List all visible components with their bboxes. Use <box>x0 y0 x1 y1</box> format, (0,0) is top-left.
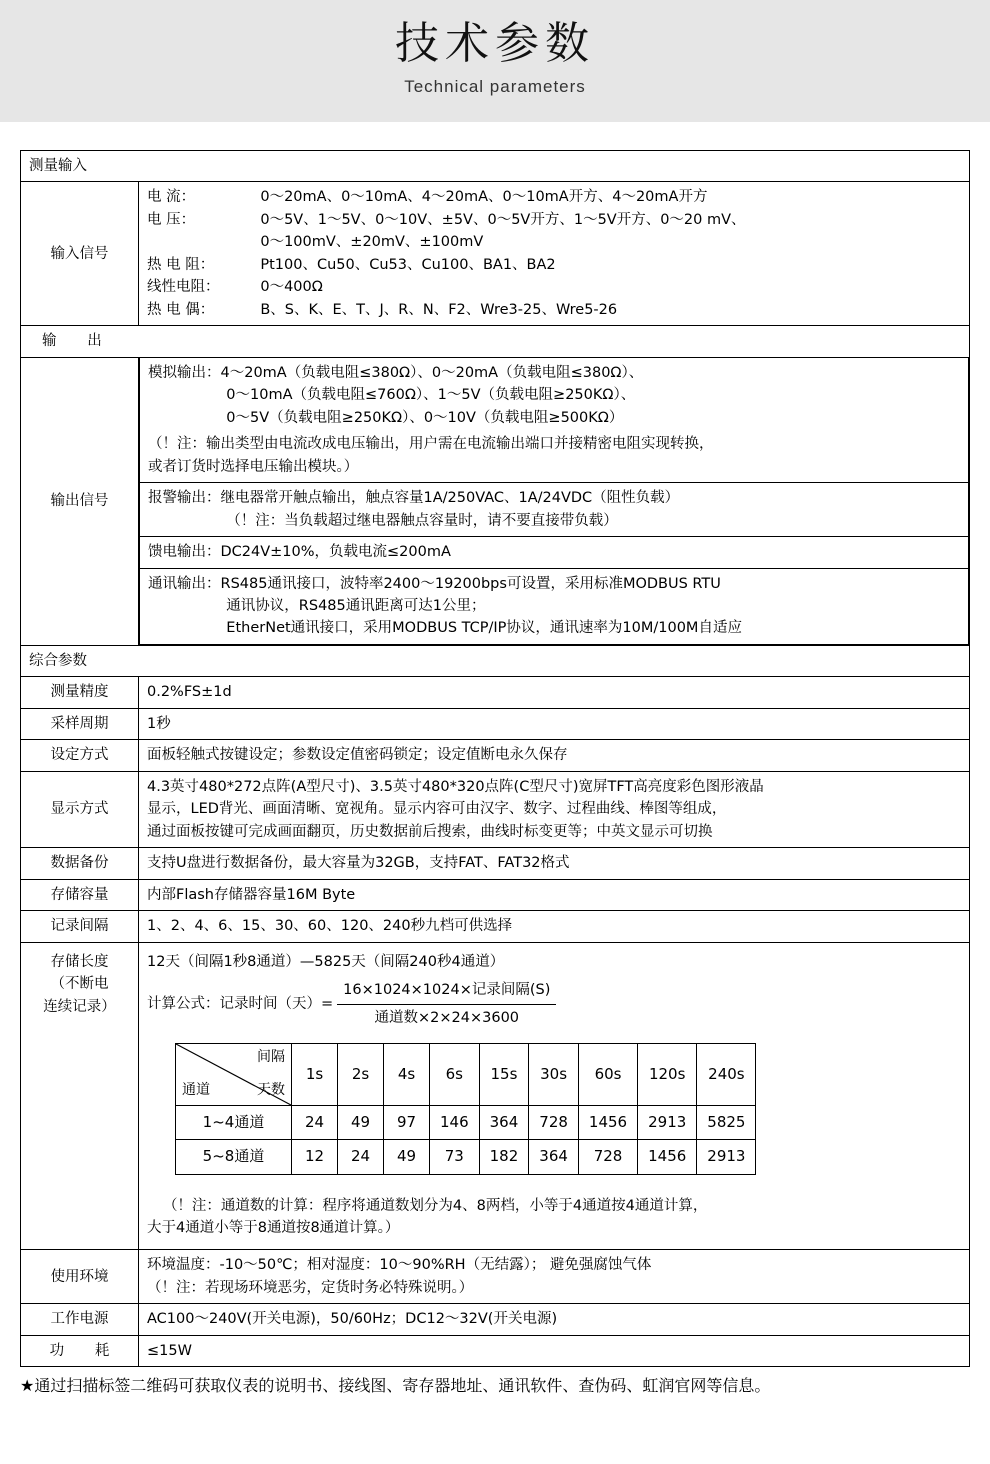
output-analog <box>140 358 969 483</box>
matrix-row-label: 5~8通道 <box>176 1140 292 1174</box>
matrix-header-cell: 120s <box>638 1044 697 1106</box>
table-row <box>21 740 970 771</box>
formula-numerator: 16×1024×1024×记录间隔(S) <box>337 979 556 1004</box>
analog-line-2: 0～10mA（负载电阻≤760Ω）、1～5V（负载电阻≥250KΩ）、 <box>226 387 636 404</box>
matrix-cell: 146 <box>430 1106 480 1140</box>
value-sampling: 1秒 <box>139 708 970 739</box>
analog-line-3: 0～5V（负载电阻≥250KΩ）、0～10V（负载电阻≥500KΩ） <box>226 409 624 426</box>
table-row <box>21 911 970 942</box>
analog-note-2: 或者订货时选择电压输出模块。） <box>148 458 359 475</box>
matrix-label-days: 天数 <box>257 1082 285 1099</box>
table-row <box>21 848 970 879</box>
environment-line-1: 环境温度：-10～50℃；相对湿度：10～90%RH（无结露）； 避免强腐蚀气体 <box>147 1257 652 1274</box>
formula-label: 计算公式：记录时间（天）= <box>147 995 334 1012</box>
storage-length-line-1: 存储长度 <box>50 953 109 970</box>
storage-length-head: 12天（间隔1秒8通道）—5825天（间隔240秒4通道） <box>147 953 505 970</box>
input-signal-key: 电 压： <box>147 211 196 228</box>
matrix-note-line-1: （！注：通道数的计算：程序将通道数划分为4、8两档，小等于4通道按4通道计算， <box>162 1197 708 1214</box>
value-setting-mode: 面板轻触式按键设定；参数设定值密码锁定；设定值断电永久保存 <box>139 740 970 771</box>
section-output <box>21 326 970 357</box>
label-input-signal: 输入信号 <box>21 182 139 326</box>
label-setting-mode: 设定方式 <box>21 740 139 771</box>
table-row <box>140 537 969 568</box>
input-signal-value: 0～20mA、0～10mA、4～20mA、0～10mA开方、4～20mA开方 <box>260 189 708 206</box>
table-row <box>176 1106 756 1140</box>
matrix-cell: 49 <box>338 1106 384 1140</box>
section-comprehensive: 综合参数 <box>21 645 970 676</box>
input-signal-key: 电 流： <box>147 189 196 206</box>
label-display-mode: 显示方式 <box>21 771 139 847</box>
storage-matrix-wrap <box>147 1029 961 1185</box>
input-signal-key <box>147 231 260 253</box>
label-record-interval: 记录间隔 <box>21 911 139 942</box>
storage-length-line-3: 连续记录） <box>43 998 116 1015</box>
output-subtable <box>139 358 969 645</box>
alarm-line-2: （！注：当负载超过继电器触点容量时，请不要直接带负载） <box>226 512 618 529</box>
matrix-cell: 1456 <box>638 1140 697 1174</box>
matrix-cell: 364 <box>529 1140 579 1174</box>
formula-fraction <box>337 979 556 1029</box>
label-environment: 使用环境 <box>21 1250 139 1304</box>
matrix-header-cell: 1s <box>292 1044 338 1106</box>
input-signal-key: 线性电阻： <box>147 279 220 296</box>
value-record-interval: 1、2、4、6、15、30、60、120、240秒九档可供选择 <box>139 911 970 942</box>
table-row <box>140 568 969 644</box>
value-accuracy: 0.2%FS±1d <box>139 677 970 708</box>
table-row <box>21 677 970 708</box>
table-row <box>21 357 970 645</box>
matrix-header-cell: 30s <box>529 1044 579 1106</box>
display-mode-line-3: 通过面板按键可完成画面翻页，历史数据前后搜索，曲线时标变更等；中英文显示可切换 <box>147 823 713 840</box>
matrix-cell: 12 <box>292 1140 338 1174</box>
input-signal-value: 0～400Ω <box>260 279 323 296</box>
matrix-row-label: 1~4通道 <box>176 1106 292 1140</box>
table-row <box>21 879 970 910</box>
table-row <box>140 483 969 537</box>
page-header <box>0 0 990 122</box>
matrix-cell: 728 <box>529 1106 579 1140</box>
value-storage-length <box>139 942 970 1250</box>
table-row <box>21 645 970 676</box>
analog-line-1: 模拟输出：4～20mA（负载电阻≤380Ω）、0～20mA（负载电阻≤380Ω）、 <box>148 364 644 381</box>
table-row <box>21 771 970 847</box>
table-row <box>21 1250 970 1304</box>
table-row <box>21 708 970 739</box>
value-power-consumption: ≤15W <box>139 1335 970 1366</box>
table-row <box>21 1304 970 1335</box>
alarm-line-1: 报警输出：继电器常开触点输出，触点容量1A/250VAC、1A/24VDC（阻性负载） <box>148 490 680 507</box>
value-input-signal <box>139 182 970 326</box>
label-output-signal: 输出信号 <box>21 357 139 645</box>
matrix-cell: 5825 <box>697 1106 756 1140</box>
output-comm <box>140 568 969 644</box>
matrix-header-cell: 60s <box>578 1044 637 1106</box>
matrix-note-line-2: 大于4通道小等于8通道按8通道计算。） <box>147 1219 400 1236</box>
footer-note: ★通过扫描标签二维码可获取仪表的说明书、接线图、寄存器地址、通讯软件、查伪码、虹润官网等信息。 <box>20 1376 771 1396</box>
formula-denominator: 通道数×2×24×3600 <box>374 1009 520 1026</box>
analog-note-1: （！注：输出类型由电流改成电压输出，用户需在电流输出端口并接精密电阻实现转换， <box>148 436 714 453</box>
label-storage-capacity: 存储容量 <box>21 879 139 910</box>
label-power-supply: 工作电源 <box>21 1304 139 1335</box>
input-signal-key: 热 电 阻： <box>147 256 215 273</box>
value-storage-capacity: 内部Flash存储器容量16M Byte <box>139 879 970 910</box>
section-output-label: 输 出 <box>42 333 115 350</box>
matrix-header-cell: 6s <box>430 1044 480 1106</box>
table-row <box>21 326 970 357</box>
matrix-cell: 364 <box>479 1106 529 1140</box>
value-environment <box>139 1250 970 1304</box>
value-output-signal <box>139 357 970 645</box>
comm-line-3: EtherNet通讯接口，采用MODBUS TCP/IP协议，通讯速率为10M/100M自适应 <box>226 620 742 637</box>
comm-line-1: 通讯输出：RS485通讯接口，波特率2400～19200bps可设置，采用标准MODBUS RTU <box>148 575 721 592</box>
label-accuracy: 测量精度 <box>21 677 139 708</box>
display-mode-line-1: 4.3英寸480*272点阵(A型尺寸)、3.5英寸480*320点阵(C型尺寸)宽屏TFT高亮度彩色图形液晶 <box>147 778 764 795</box>
table-row <box>21 151 970 182</box>
spec-table <box>20 150 970 1367</box>
matrix-cell: 182 <box>479 1140 529 1174</box>
input-signal-key: 热 电 偶： <box>147 301 215 318</box>
matrix-header-cell: 2s <box>338 1044 384 1106</box>
matrix-cell: 97 <box>384 1106 430 1140</box>
output-feed: 馈电输出：DC24V±10%，负载电流≤200mA <box>140 537 969 568</box>
output-alarm <box>140 483 969 537</box>
label-power-consumption <box>21 1335 139 1366</box>
matrix-header-cell: 240s <box>697 1044 756 1106</box>
table-row <box>21 942 970 1250</box>
matrix-cell: 73 <box>430 1140 480 1174</box>
storage-formula <box>147 979 961 1029</box>
matrix-cell: 728 <box>578 1140 637 1174</box>
input-signal-value: 0～100mV、±20mV、±100mV <box>260 234 484 251</box>
table-row <box>21 182 970 326</box>
input-signal-value: B、S、K、E、T、J、R、N、F2、Wre3-25、Wre5-26 <box>260 301 618 318</box>
value-power-supply: AC100～240V(开关电源)，50/60Hz；DC12～32V(开关电源) <box>139 1304 970 1335</box>
matrix-cell: 2913 <box>697 1140 756 1174</box>
page-subtitle: Technical parameters <box>404 76 586 96</box>
storage-length-line-2: （不断电 <box>50 976 109 993</box>
table-row <box>176 1140 756 1174</box>
value-data-backup: 支持U盘进行数据备份，最大容量为32GB，支持FAT、FAT32格式 <box>139 848 970 879</box>
matrix-cell: 24 <box>338 1140 384 1174</box>
table-row <box>140 358 969 483</box>
matrix-cell: 24 <box>292 1106 338 1140</box>
power-consumption-label-text: 功 耗 <box>49 1342 123 1359</box>
label-sampling: 采样周期 <box>21 708 139 739</box>
input-signal-value: 0～5V、1～5V、0～10V、±5V、0～5V开方、1～5V开方、0～20 mV、 <box>260 211 746 228</box>
matrix-label-channel: 通道 <box>182 1082 210 1099</box>
matrix-corner-cell <box>176 1044 292 1106</box>
display-mode-line-2: 显示，LED背光、画面清晰、宽视角。显示内容可由汉字、数字、过程曲线、棒图等组成， <box>147 801 727 818</box>
matrix-cell: 49 <box>384 1140 430 1174</box>
matrix-header-cell: 4s <box>384 1044 430 1106</box>
input-signal-value: Pt100、Cu50、Cu53、Cu100、BA1、BA2 <box>260 256 556 273</box>
page-title: 技术参数 <box>395 18 595 69</box>
label-storage-length <box>21 942 139 1250</box>
storage-matrix-table <box>175 1043 756 1175</box>
table-row <box>176 1044 756 1106</box>
matrix-cell: 2913 <box>638 1106 697 1140</box>
value-display-mode <box>139 771 970 847</box>
comm-line-2: 通讯协议，RS485通讯距离可达1公里； <box>226 597 486 614</box>
matrix-label-interval: 间隔 <box>257 1049 285 1065</box>
matrix-header-cell: 15s <box>479 1044 529 1106</box>
section-measure-input: 测量输入 <box>21 151 970 182</box>
label-data-backup: 数据备份 <box>21 848 139 879</box>
spec-table-wrap <box>0 122 990 1367</box>
table-row <box>21 1335 970 1366</box>
matrix-cell: 1456 <box>578 1106 637 1140</box>
environment-line-2: （！注：若现场环境恶劣，定货时务必特殊说明。） <box>147 1279 474 1296</box>
